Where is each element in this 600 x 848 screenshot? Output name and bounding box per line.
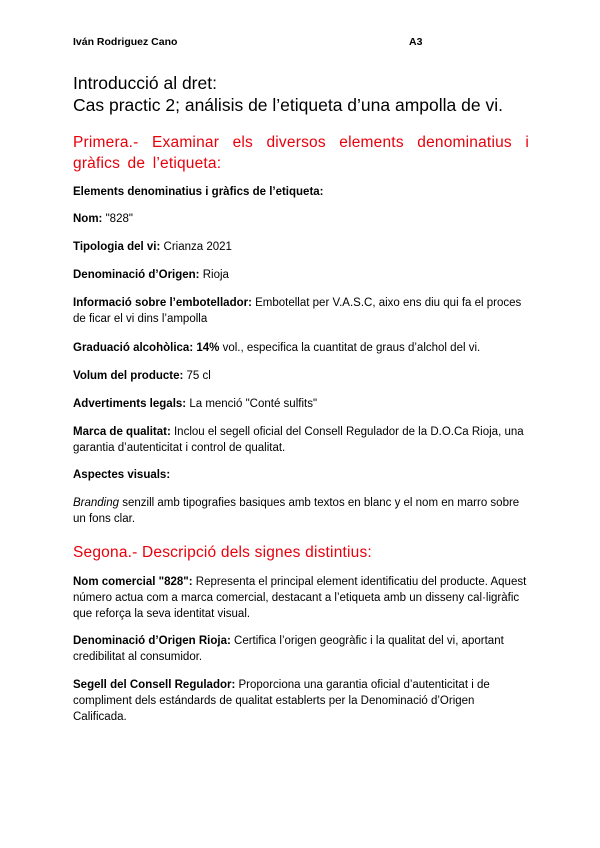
field-label: Tipologia del vi: [73,241,161,253]
field-value: La menció "Conté sulfits" [189,398,318,410]
field-name [73,211,529,227]
sign-origin-rioja [73,633,529,665]
assignment-code: A3 [409,36,423,48]
sign-description: Representa el principal element identificatiu del producte. Aquest número actua com a marca comercial, destacant a l’etiqueta amb un disseny cal·ligràfic que reforça la seva identitat visual. [73,576,527,620]
field-volume [73,368,529,384]
sign-description: Proporciona una garantia oficial d’autenticitat i de compliment dels estándards de qualitat establerts per la Denominació d’Origen Calificada. [73,679,490,723]
section-2-heading: Segona.- Descripció dels signes distintius: [73,544,372,561]
field-wine-type [73,239,529,255]
author-name: Iván Rodriguez Cano [73,36,178,48]
sign-regulatory-seal [73,677,529,725]
field-value: Inclou el segell oficial del Consell Regulador de la D.O.Ca Rioja, una garantia d’autenticitat i control de qualitat. [73,426,524,454]
title-line-1: Introducció al dret: [73,73,217,93]
sign-trade-name [73,574,529,622]
field-value: 75 cl [186,370,211,382]
visual-aspects-heading: Aspectes visuals: [73,469,171,481]
sign-label: Nom comercial "828": [73,576,193,588]
field-value: Embotellat per V.A.S.C, aixo ens diu qui fa el proces de ficar el vi dins l’ampolla [73,297,522,325]
field-label: Graduació alcohòlica: [73,342,194,354]
field-value: "828" [105,213,133,225]
title-line-2: Cas practic 2; análisis de l’etiqueta d’una ampolla de vi. [73,95,503,115]
field-bottler [73,295,529,327]
field-value: vol., especifica la cuantitat de graus d’alchol del vi. [222,342,481,354]
field-quality-mark [73,424,529,456]
visual-description: senzill amb tipografies basiques amb textos en blanc y el nom en marro sobre un fons clar. [73,497,520,525]
sign-label: Segell del Consell Regulador: [73,679,236,691]
branding-term: Branding [73,497,120,509]
document-title [73,72,503,116]
field-bold-value: 14% [196,342,220,354]
section-1-heading: Primera.- Examinar els diversos elements denominatius i gràfics de l’etiqueta: [73,134,529,172]
field-label: Denominació d’Origen: [73,269,200,281]
sign-label: Denominació d’Origen Rioja: [73,635,231,647]
section-1-subheading: Elements denominatius i gràfics de l’etiqueta: [73,186,324,198]
field-label: Nom: [73,213,103,225]
field-value: Crianza 2021 [163,241,232,253]
field-alcohol [73,340,529,356]
field-label: Volum del producte: [73,370,184,382]
field-value: Rioja [202,269,229,281]
visual-aspects-text [73,495,529,527]
field-origin [73,267,529,283]
field-legal-warnings [73,396,529,412]
sign-description: Certifica l’origen geogràfic i la qualitat del vi, aportant credibilitat al consumidor. [73,635,504,663]
field-label: Informació sobre l’embotellador: [73,297,252,309]
field-label: Marca de qualitat: [73,426,171,438]
field-label: Advertiments legals: [73,398,187,410]
